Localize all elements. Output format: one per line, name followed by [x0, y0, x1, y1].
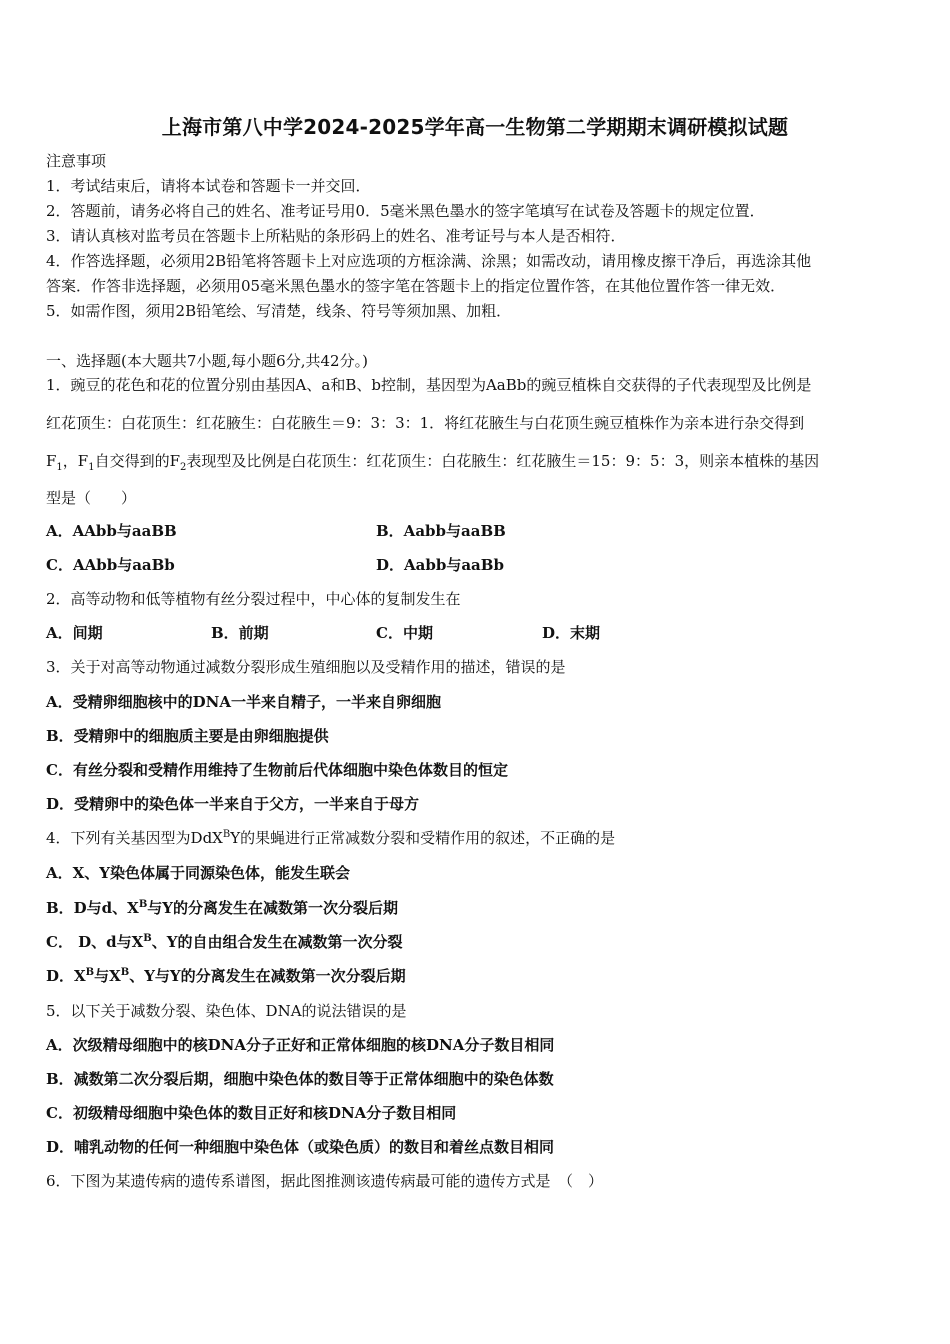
q4-option-b[interactable]: [46, 898, 398, 918]
q4-stem-sup: B: [222, 829, 231, 840]
q4-option-b-sup: B: [138, 899, 148, 910]
q1-options-row2: [46, 555, 916, 575]
q3-option-b[interactable]: B．受精卵中的细胞质主要是由卵细胞提供: [46, 727, 329, 745]
q3-option-c[interactable]: C．有丝分裂和受精作用维持了生物前后代体细胞中染色体数目的恒定: [46, 761, 508, 779]
q2-option-c[interactable]: C．中期: [376, 624, 433, 642]
q4-stem: [46, 828, 615, 848]
q5-option-a[interactable]: A．次级精母细胞中的核DNA分子正好和正常体细胞的核DNA分子数目相同: [46, 1036, 555, 1054]
q5-option-b[interactable]: B．减数第二次分裂后期，细胞中染色体的数目等于正常体细胞中的染色体数: [46, 1070, 554, 1088]
q1-text-b: 自交得到的F: [94, 452, 181, 470]
notice-heading: 注意事项: [46, 152, 107, 170]
notice-item-1: 1．考试结束后，请将本试卷和答题卡一并交回．: [46, 177, 371, 195]
q1-stem-line2: 红花顶生：白花顶生：红花腋生：白花腋生＝9：3：3：1．将红花腋生与白花顶生豌豆植株作为亲本进行杂交得到: [46, 414, 805, 432]
q4-option-d-sup1: B: [85, 967, 95, 978]
q4-option-d[interactable]: [46, 966, 406, 986]
q4-option-c-1: C． D、d与X: [46, 933, 144, 951]
q4-option-c-2: 、Y的自由组合发生在减数第一次分裂: [151, 933, 403, 951]
q4-option-b-2: 与Y的分离发生在减数第一次分裂后期: [147, 899, 398, 917]
q3-option-d[interactable]: D．受精卵中的染色体一半来自于父方，一半来自于母方: [46, 795, 420, 813]
q4-option-d-3: 、Y与Y的分离发生在减数第一次分裂后期: [129, 967, 406, 985]
q2-option-d[interactable]: D．末期: [542, 624, 601, 642]
notice-item-5: 5．如需作图，须用2B铅笔绘、写清楚，线条、符号等须加黑、加粗．: [46, 302, 512, 320]
q5-option-c[interactable]: C．初级精母细胞中染色体的数目正好和核DNA分子数目相同: [46, 1104, 457, 1122]
q4-option-d-1: D．X: [46, 967, 86, 985]
q4-option-a[interactable]: A．X、Y染色体属于同源染色体，能发生联会: [46, 864, 350, 882]
notice-item-4: 4．作答选择题，必须用2B铅笔将答题卡上对应选项的方框涂满、涂黑；如需改动，请用橡皮擦干净后，再选涂其他: [46, 252, 812, 270]
q1-f-label: F: [46, 452, 57, 470]
q4-stem-a: 4．下列有关基因型为DdX: [46, 829, 223, 847]
notice-item-4-cont: 答案．作答非选择题，必须用05毫米黑色墨水的签字笔在答题卡上的指定位置作答，在其他位置作答一律无效．: [46, 277, 786, 295]
q1-sub-2: 1: [88, 462, 95, 473]
q1-option-b[interactable]: B．Aabb与aaBB: [376, 522, 506, 540]
q4-stem-b: Y的果蝇进行正常减数分裂和受精作用的叙述，不正确的是: [230, 829, 616, 847]
q4-option-c-sup: B: [143, 933, 152, 944]
notice-item-2: 2．答题前，请务必将自己的姓名、准考证号用0．5毫米黑色墨水的签字笔填写在试卷及答题卡的规定位置．: [46, 202, 765, 220]
q2-option-a[interactable]: A．间期: [46, 624, 103, 642]
q1-option-a[interactable]: A．AAbb与aaBB: [46, 522, 177, 540]
q2-options-row: [46, 623, 916, 643]
section-heading: 一、选择题(本大题共7小题,每小题6分,共42分。): [46, 352, 368, 370]
q3-option-a[interactable]: A．受精卵细胞核中的DNA一半来自精子，一半来自卵细胞: [46, 693, 441, 711]
q1-text-a: ，F: [62, 452, 89, 470]
q6-stem: 6．下图为某遗传病的遗传系谱图，据此图推测该遗传病最可能的遗传方式是 （ ）: [46, 1172, 604, 1190]
q1-stem-line4: 型是（ ）: [46, 489, 137, 507]
q4-option-c[interactable]: [46, 932, 402, 952]
q1-stem-line1: 1．豌豆的花色和花的位置分别由基因A、a和B、b控制，基因型为AaBb的豌豆植株自交获得的子代表现型及比例是: [46, 376, 812, 394]
q1-stem-line3: [46, 451, 819, 471]
q3-stem: 3．关于对高等动物通过减数分裂形成生殖细胞以及受精作用的描述，错误的是: [46, 658, 566, 676]
q1-sub-1: 1: [56, 462, 63, 473]
q1-options-row1: [46, 521, 916, 541]
q5-option-d[interactable]: D．哺乳动物的任何一种细胞中染色体（或染色质）的数目和着丝点数目相同: [46, 1138, 555, 1156]
q1-sub-3: 2: [180, 462, 187, 473]
notice-item-3: 3．请认真核对监考员在答题卡上所粘贴的条形码上的姓名、准考证号与本人是否相符．: [46, 227, 626, 245]
q4-option-b-1: B．D与d、X: [46, 899, 139, 917]
q2-option-b[interactable]: B．前期: [211, 624, 269, 642]
q2-stem: 2．高等动物和低等植物有丝分裂过程中，中心体的复制发生在: [46, 590, 461, 608]
q5-stem: 5．以下关于减数分裂、染色体、DNA的说法错误的是: [46, 1002, 407, 1020]
q1-option-c[interactable]: C．AAbb与aaBb: [46, 556, 175, 574]
q1-text-c: 表现型及比例是白花顶生：红花顶生：白花腋生：红花腋生＝15：9：5：3，则亲本植株的基因: [186, 452, 820, 470]
q4-option-d-2: 与X: [94, 967, 121, 985]
page-title: 上海市第八中学2024-2025学年高一生物第二学期期末调研模拟试题: [161, 115, 789, 139]
q1-option-d[interactable]: D．Aabb与aaBb: [376, 556, 504, 574]
q4-option-d-sup2: B: [120, 967, 130, 978]
